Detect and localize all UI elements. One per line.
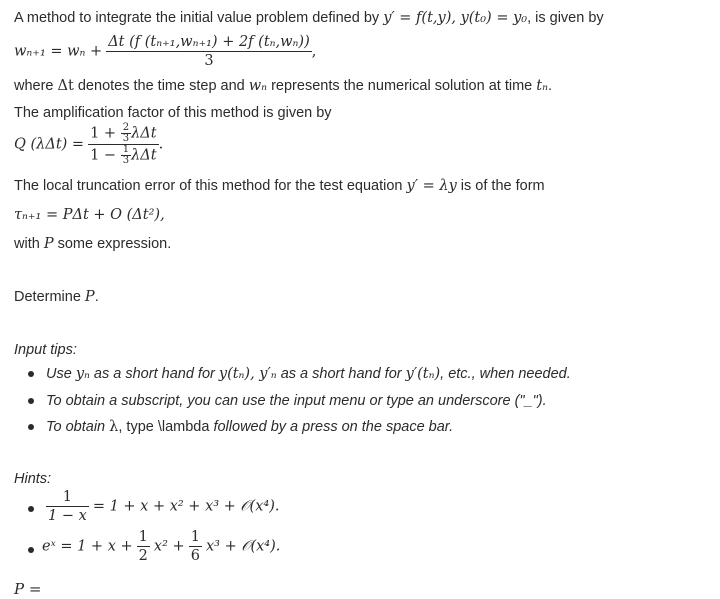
lte-text-1: The local truncation error of this method for the test equation xyxy=(14,178,407,194)
amp-trail: . xyxy=(158,136,164,153)
amplification-formula xyxy=(14,123,163,166)
method-denominator: 3 xyxy=(106,51,312,70)
tip-bullet-3 xyxy=(28,424,34,430)
with-P: P xyxy=(43,236,54,252)
hint1-rhs: = 1 + x + x² + x³ + 𝒪(x⁴). xyxy=(92,498,280,515)
hint2-f1-d: 2 xyxy=(138,548,148,564)
hint-bullet-1 xyxy=(28,506,34,512)
hint2-mid: x² + xyxy=(153,538,185,555)
where-text-2: denotes the time step and xyxy=(73,78,249,94)
lte-line xyxy=(14,176,545,196)
amp-den-frac-n: 1 xyxy=(122,144,130,155)
hint2-end: x³ + 𝒪(x⁴). xyxy=(205,538,281,555)
determine-line xyxy=(14,287,99,307)
tip-item-1 xyxy=(46,364,571,384)
with-text-1: with xyxy=(14,236,44,252)
hint1-num: 1 xyxy=(62,489,72,505)
amp-fraction xyxy=(88,123,158,166)
determine-P: P xyxy=(84,289,95,305)
hint-item-2 xyxy=(42,528,280,565)
hint2-frac-2 xyxy=(189,528,202,565)
tip-item-2: To obtain a subscript, you can use the input menu or type an underscore ("_"). xyxy=(46,393,547,409)
ode-expression: y′ = f(t,y), y(t₀) = y₀ xyxy=(383,10,528,26)
amp-den-post: λΔt xyxy=(131,147,157,164)
tip1-d: y(tₙ), y′ₙ xyxy=(218,366,277,382)
hint1-fraction xyxy=(46,488,89,525)
determine-dot: . xyxy=(94,289,99,305)
lte-equation: y′ = λy xyxy=(406,178,457,194)
hints-heading: Hints: xyxy=(14,471,52,487)
amp-den-small-fraction xyxy=(121,145,131,166)
where-text-3: represents the numerical solution at time xyxy=(267,78,537,94)
where-text-4: . xyxy=(547,78,552,94)
determine-text: Determine xyxy=(14,289,85,305)
amp-den-frac-d: 3 xyxy=(122,155,130,166)
intro-line xyxy=(14,8,604,28)
answer-label: P = xyxy=(14,580,42,598)
method-lhs: wₙ₊₁ = wₙ + xyxy=(14,43,103,60)
amp-lhs: Q (λΔt) = xyxy=(14,136,85,153)
amp-num-frac-d: 3 xyxy=(122,133,130,144)
tip-bullet-1 xyxy=(28,371,34,377)
tip1-a: Use xyxy=(46,366,76,382)
tip3-lambda: λ xyxy=(109,419,119,435)
tip-bullet-2 xyxy=(28,398,34,404)
hint2-f1-n: 1 xyxy=(138,529,148,545)
tip3-c: , type \lambda xyxy=(118,419,214,435)
hint2-lhs: eˣ = 1 + x + xyxy=(42,538,133,555)
where-tn: tₙ xyxy=(536,78,548,94)
amp-numerator xyxy=(88,123,158,144)
intro-text: A method to integrate the initial value problem defined by xyxy=(14,10,384,26)
answer-input[interactable] xyxy=(50,578,250,595)
amp-num-pre: 1 + xyxy=(90,125,117,142)
tip-item-3 xyxy=(46,417,453,437)
with-text-2: some expression. xyxy=(53,236,172,252)
tip3-a: To obtain xyxy=(46,419,110,435)
where-line xyxy=(14,76,552,96)
tip1-e: as a short hand for xyxy=(276,366,406,382)
tips-heading: Input tips: xyxy=(14,342,77,358)
tip1-f: y′(tₙ) xyxy=(405,366,441,382)
amp-num-post: λΔt xyxy=(131,125,157,142)
method-formula xyxy=(14,33,316,70)
intro-text-end: , is given by xyxy=(527,10,604,26)
tip1-c: as a short hand for xyxy=(89,366,219,382)
where-dt: Δt xyxy=(57,78,74,94)
tip1-b: yₙ xyxy=(75,366,90,382)
where-wn: wₙ xyxy=(248,78,268,94)
with-line xyxy=(14,234,171,254)
tip3-d: followed by a press on the space bar. xyxy=(213,419,454,435)
hint2-f2-d: 6 xyxy=(190,548,200,564)
hint-bullet-2 xyxy=(28,547,34,553)
amp-denominator xyxy=(88,144,158,166)
method-numerator: Δt (f (tₙ₊₁,wₙ₊₁) + 2f (tₙ,wₙ)) xyxy=(108,34,310,50)
amp-num-frac-n: 2 xyxy=(122,122,130,133)
hint1-den: 1 − x xyxy=(48,508,87,524)
hint2-frac-1 xyxy=(137,528,150,565)
tau-formula: τₙ₊₁ = PΔt + O (Δt²), xyxy=(14,207,165,223)
lte-text-2: is of the form xyxy=(456,178,545,194)
method-trail: , xyxy=(311,43,317,60)
hint-item-1 xyxy=(46,488,279,525)
where-text-1: where xyxy=(14,78,58,94)
amplification-intro: The amplification factor of this method is given by xyxy=(14,105,332,121)
tip1-g: , etc., when needed. xyxy=(440,366,571,382)
amp-den-pre: 1 − xyxy=(90,147,117,164)
method-fraction xyxy=(106,33,312,70)
amp-num-small-fraction xyxy=(121,123,131,144)
hint2-f2-n: 1 xyxy=(190,529,200,545)
